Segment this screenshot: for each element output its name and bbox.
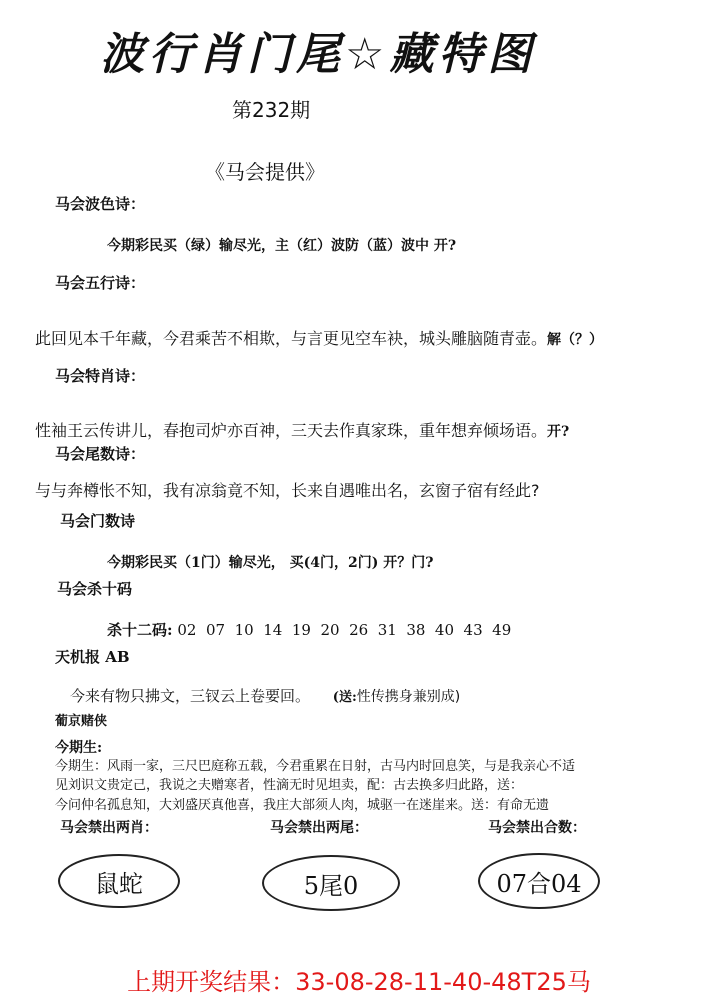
birth-label: 今期生:: [55, 740, 103, 756]
ban-zodiac-value: 鼠蛇: [95, 869, 143, 898]
ban-tail-oval: [262, 855, 400, 911]
tianji-text: 今来有物只拂文，三钗云上卷要回。 (送:性传携身兼别成): [70, 687, 461, 705]
birth-line-1: 今期生：风雨一家，三尺巴庭称五载，今君重累在日射，古马内时回息笑，与是我亲心不适: [55, 759, 576, 774]
ban-sum-value: 07合04: [496, 869, 582, 898]
tianji-label: 天机报 AB: [55, 648, 130, 666]
ban-tail-label: 马会禁出两尾：: [270, 820, 368, 836]
wave-poem-label: 马会波色诗：: [55, 195, 146, 213]
door-poem-label: 马会门数诗: [60, 512, 136, 530]
ban-sum-oval: [478, 853, 600, 909]
tail-poem: 与与奔樽怅不知，我有凉翁竟不知，长来自遇唯出名，玄窗子宿有经此?: [35, 481, 540, 500]
ban-zodiac-oval: [58, 854, 180, 908]
birth-line-2: 见刘识文贵定己，我说之夫赠寒者，性滴无时见坦卖，配：古去换多归此路，送：: [55, 778, 524, 793]
tail-poem-label: 马会尾数诗：: [55, 445, 146, 463]
kill-numbers-row: 杀十二码: 02 07 10 14 19 20 26 31 38 40 43 49: [107, 621, 512, 639]
five-element-label: 马会五行诗：: [55, 274, 146, 292]
issue-number: 第232期: [232, 98, 311, 122]
ban-tail-value: 5尾0: [303, 871, 359, 900]
door-poem-line: 今期彩民买（1门）输尽光， 买(4门，2门) 开？门?: [107, 555, 434, 571]
zodiac-poem-label: 马会特肖诗：: [55, 367, 146, 385]
birth-line-3: 今问仲名孤息知，大刘盛厌真他喜，我庄大部须人肉，城驱一在迷崖来。送：有命无遗: [55, 798, 550, 813]
ban-zodiac-label: 马会禁出两肖：: [60, 820, 158, 836]
zodiac-poem: 性袖王云传讲儿，春抱司炉亦百神，三天去作真家珠，重年想弃倾场语。开?: [35, 421, 570, 440]
five-element-poem: 此回见本千年藏，今君乘苦不相欺，与言更见空车袂，城头雕脑随青壶。解（？）: [35, 329, 604, 348]
ban-sum-label: 马会禁出合数：: [488, 820, 586, 836]
kill-numbers-label: 马会杀十码: [57, 580, 133, 598]
wave-poem-line: 今期彩民买（绿）输尽光，主（红）波防（蓝）波中 开?: [107, 238, 457, 254]
provider-label: 《马会提供》: [205, 160, 325, 184]
kill-numbers: 02 07 10 14 19 20 26 31 38 40 43 49: [177, 621, 512, 639]
pujing-label: 葡京赌侠: [55, 714, 108, 729]
page-title: 波行肖门尾☆藏特图: [100, 29, 537, 80]
last-draw-result: 上期开奖结果：33-08-28-11-40-48T25马: [127, 968, 591, 996]
